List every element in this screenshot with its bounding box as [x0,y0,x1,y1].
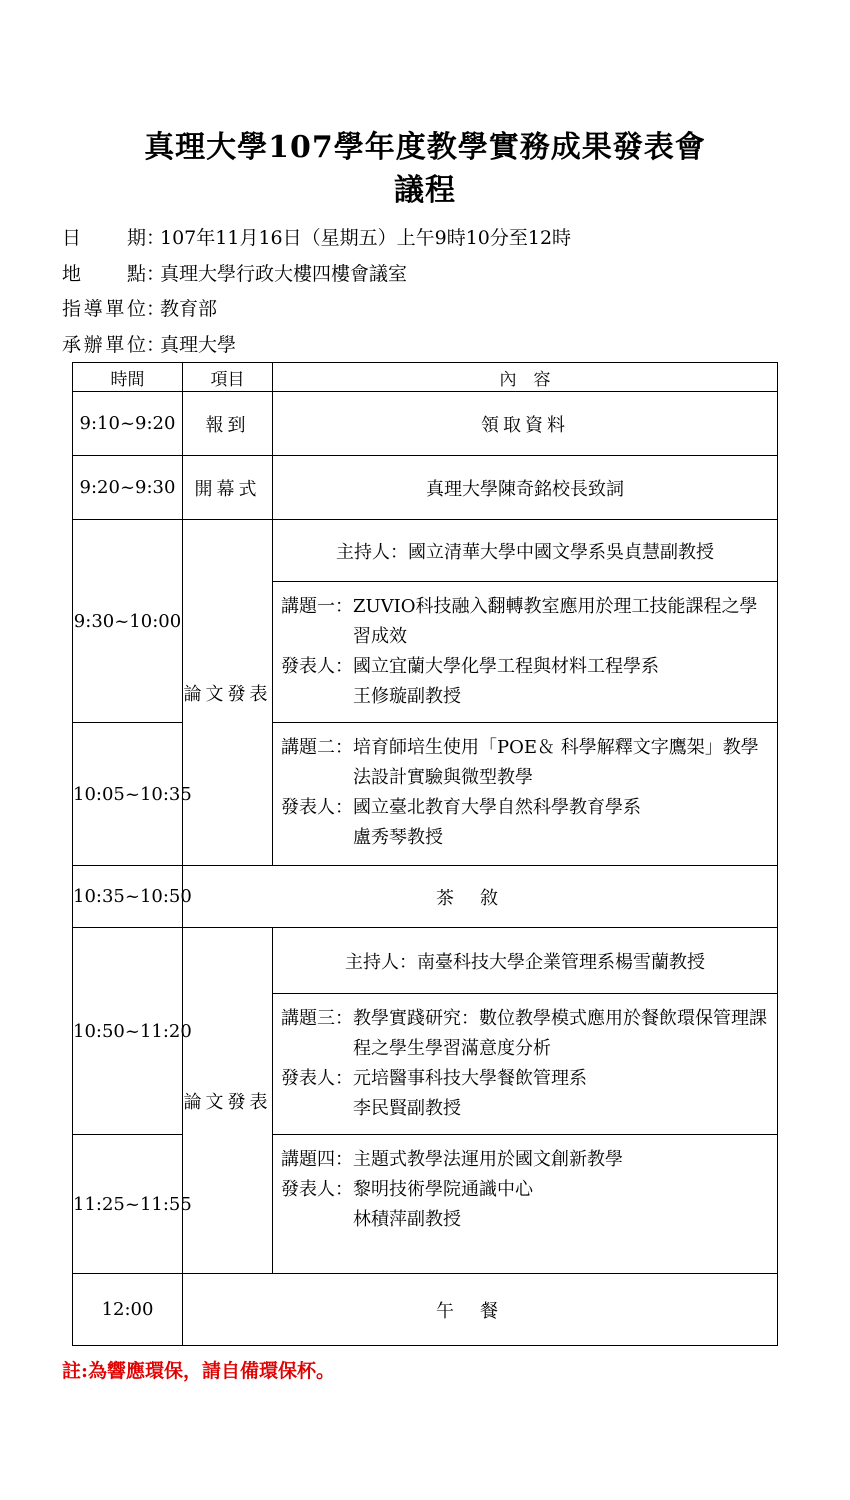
presenter-org: 元培醫事科技大學餐飲管理系 [353,1068,587,1089]
info-label: 地點 [62,263,146,285]
talk-cell [273,994,778,1135]
topic-label: 講題四： [281,1149,353,1170]
time-cell: 10:05~10:35 [73,723,183,866]
topic-text: 教學實踐研究：數位教學模式應用於餐飲環保管理課程之學生學習滿意度分析 [353,1008,767,1059]
table-row [73,392,778,456]
presenter-label: 發表人： [281,1068,353,1089]
host-cell: 主持人：南臺科技大學企業管理系楊雪蘭教授 [273,928,778,994]
info-separator: ： [146,334,166,356]
presenter-name: 王修璇副教授 [353,686,461,707]
presenter-label: 發表人： [281,797,353,818]
document-subtitle: 議程 [394,173,456,208]
talk-cell [273,582,778,723]
table-row [73,456,778,520]
presenter-org: 黎明技術學院通識中心 [353,1179,533,1200]
info-label: 承辦單位 [62,334,146,356]
time-cell: 10:50~11:20 [73,928,183,1135]
info-value: 教育部 [160,298,218,320]
content-cell: 午餐 [183,1274,778,1346]
table-row [73,928,778,994]
info-date [62,226,571,250]
table-row [73,866,778,928]
presenter-name: 盧秀琴教授 [353,827,443,848]
agenda-table [72,362,778,1346]
content-cell: 領取資料 [273,392,778,456]
item-cell: 報到 [183,392,273,456]
table-header-row [73,363,778,392]
topic-label: 講題一： [281,596,353,617]
time-cell: 11:25~11:55 [73,1135,183,1274]
talk-cell [273,723,778,866]
info-separator: ： [146,263,166,285]
info-supervisor [62,297,217,321]
item-cell: 論文發表 [183,928,273,1274]
header-time: 時間 [73,363,183,392]
info-label: 指導單位 [62,298,146,320]
time-cell: 12:00 [73,1274,183,1346]
header-item: 項目 [183,363,273,392]
time-cell: 9:20~9:30 [73,456,183,520]
presenter-name: 李民賢副教授 [353,1098,461,1119]
header-content: 內 容 [273,363,778,392]
content-cell: 茶敘 [183,866,778,928]
content-cell: 真理大學陳奇銘校長致詞 [273,456,778,520]
topic-label: 講題三： [281,1008,353,1029]
info-organizer [62,333,236,357]
talk-cell [273,1135,778,1274]
info-label: 日期 [62,227,146,249]
info-value: 真理大學 [160,334,237,356]
host-cell: 主持人：國立清華大學中國文學系吳貞慧副教授 [273,520,778,582]
time-cell: 9:10~9:20 [73,392,183,456]
time-cell: 9:30~10:00 [73,520,183,723]
topic-text: 主題式教學法運用於國文創新教學 [353,1149,623,1170]
info-value: 107年11月16日（星期五）上午9時10分至12時 [160,227,572,249]
footnote: 註:為響應環保，請自備環保杯。 [62,1360,336,1382]
presenter-name: 林積萍副教授 [353,1209,461,1230]
item-cell: 開幕式 [183,456,273,520]
topic-text: 培育師培生使用「POE＆ 科學解釋文字鷹架」教學法設計實驗與微型教學 [353,737,759,788]
presenter-label: 發表人： [281,1179,353,1200]
info-separator: ： [146,298,166,320]
presenter-label: 發表人： [281,656,353,677]
presenter-org: 國立臺北教育大學自然科學教育學系 [353,797,641,818]
time-cell: 10:35~10:50 [73,866,183,928]
table-row [73,1135,778,1274]
item-cell: 論文發表 [183,520,273,866]
table-row [73,520,778,582]
info-value: 真理大學行政大樓四樓會議室 [160,263,408,285]
topic-label: 講題二： [281,737,353,758]
presenter-org: 國立宜蘭大學化學工程與材料工程學系 [353,656,659,677]
document-title: 真理大學107學年度教學實務成果發表會 [144,130,706,165]
info-separator: ： [146,227,166,249]
table-row [73,1274,778,1346]
table-row [73,723,778,866]
info-location [62,262,407,286]
topic-text: ZUVIO科技融入翻轉教室應用於理工技能課程之學習成效 [353,596,758,647]
